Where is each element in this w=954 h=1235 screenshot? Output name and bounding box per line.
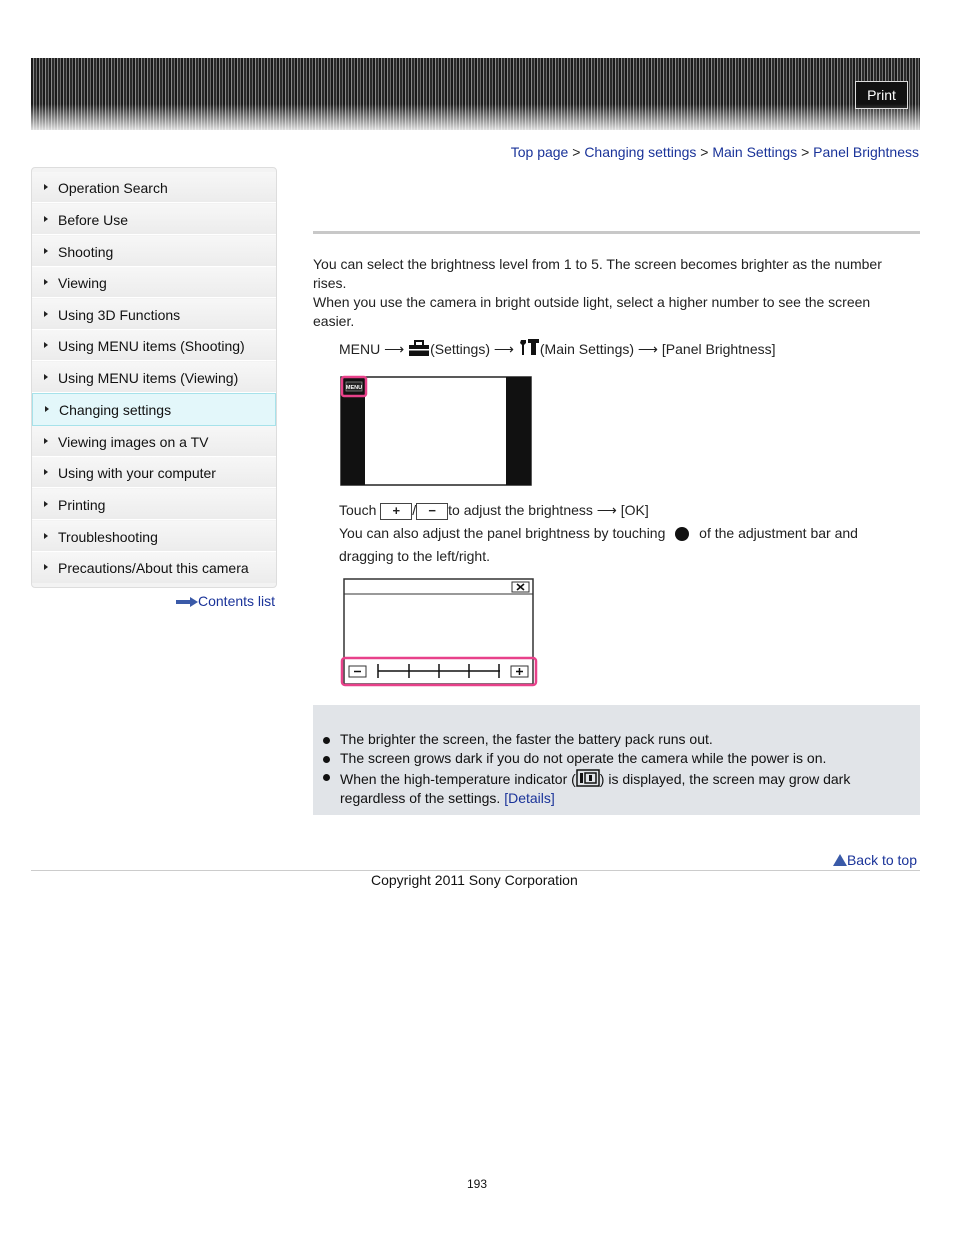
slider-knob-icon — [675, 527, 689, 541]
sidebar-item-label: Printing — [58, 497, 106, 513]
note-text: of the adjustment bar and — [699, 525, 858, 541]
breadcrumb — [511, 144, 919, 160]
breadcrumb-changing-settings[interactable]: Changing settings — [584, 144, 697, 160]
triangle-right-icon — [44, 374, 48, 380]
sidebar-item-menu-viewing[interactable] — [32, 362, 276, 393]
sidebar-item-3d-functions[interactable] — [32, 299, 276, 330]
sidebar-item-label: Before Use — [58, 212, 129, 228]
print-button[interactable]: Print — [855, 81, 908, 109]
menu-text: MENU — [339, 341, 381, 357]
triangle-right-icon — [44, 279, 48, 285]
breadcrumb-separator: > — [700, 144, 709, 160]
note-item: The screen grows dark if you do not operate the camera while the power is on. — [340, 750, 827, 766]
sidebar-item-viewing-tv[interactable] — [32, 426, 276, 457]
triangle-right-icon — [44, 248, 48, 254]
triangle-right-icon — [44, 342, 48, 348]
sidebar-item-viewing[interactable] — [32, 267, 276, 298]
arrow-right-icon: ⟶ — [493, 341, 514, 357]
sidebar-item-precautions[interactable] — [32, 552, 276, 583]
contents-list-label: Contents list — [198, 593, 276, 609]
sidebar-item-label: Shooting — [58, 244, 114, 260]
sidebar-item-menu-shooting[interactable] — [32, 330, 276, 361]
triangle-right-icon — [44, 438, 48, 444]
high-temperature-icon — [576, 769, 600, 787]
step-2-note-line-2: dragging to the left/right. — [339, 548, 490, 564]
triangle-right-icon — [44, 501, 48, 507]
sidebar-item-label: Using MENU items (Shooting) — [58, 338, 245, 354]
triangle-up-icon — [833, 854, 847, 866]
back-to-top-link[interactable] — [833, 852, 917, 868]
breadcrumb-top-page[interactable]: Top page — [510, 144, 569, 160]
sidebar-item-operation-search[interactable] — [32, 172, 276, 203]
breadcrumb-separator: > — [572, 144, 581, 160]
note-text: regardless of the settings. — [340, 790, 501, 806]
breadcrumb-main-settings[interactable]: Main Settings — [712, 144, 798, 160]
bullet-icon — [323, 737, 330, 744]
settings-text: (Settings) — [430, 341, 491, 357]
plus-button-icon: + — [380, 503, 412, 520]
screen-illustration-brightness-bar — [340, 576, 538, 688]
sidebar-nav — [31, 167, 277, 588]
sidebar-item-label: Viewing images on a TV — [58, 434, 209, 450]
back-to-top-label: Back to top — [846, 852, 917, 868]
sidebar-item-label: Using with your computer — [58, 465, 216, 481]
slash-text: / — [412, 502, 417, 518]
step-1 — [339, 338, 776, 358]
triangle-right-icon — [44, 216, 48, 222]
step-2 — [339, 502, 649, 520]
ok-text: [OK] — [620, 502, 649, 518]
triangle-right-icon — [44, 184, 48, 190]
arrow-right-icon: ⟶ — [637, 341, 658, 357]
sidebar-item-before-use[interactable] — [32, 204, 276, 235]
sidebar-item-label: Changing settings — [59, 402, 172, 418]
triangle-right-icon — [44, 533, 48, 539]
sidebar-item-computer[interactable] — [32, 457, 276, 488]
triangle-right-icon — [44, 564, 48, 570]
breadcrumb-panel-brightness[interactable]: Panel Brightness — [813, 144, 919, 160]
title-divider — [313, 231, 920, 234]
footer-divider — [31, 870, 920, 871]
contents-list-link[interactable] — [176, 593, 275, 609]
breadcrumb-separator: > — [801, 144, 810, 160]
minus-button-icon: − — [416, 503, 448, 520]
triangle-right-icon — [45, 406, 49, 412]
screen-illustration-menu — [340, 375, 532, 487]
panel-brightness-text: [Panel Brightness] — [661, 341, 776, 357]
sidebar-item-label: Viewing — [58, 275, 107, 291]
menu-button-label: MENU — [345, 385, 363, 391]
sidebar-item-label: Precautions/About this camera — [58, 560, 249, 576]
details-link[interactable]: [Details] — [504, 790, 555, 806]
note-item: The brighter the screen, the faster the battery pack runs out. — [340, 731, 713, 747]
sidebar-item-label: Troubleshooting — [58, 529, 158, 545]
page-number: 193 — [466, 1177, 488, 1191]
bullet-icon — [323, 756, 330, 763]
note-item — [340, 769, 910, 789]
sidebar-item-troubleshooting[interactable] — [32, 521, 276, 552]
sidebar-item-printing[interactable] — [32, 489, 276, 520]
sidebar-item-label: Using 3D Functions — [58, 307, 181, 323]
adjust-text: to adjust the brightness — [448, 502, 593, 518]
step-2-note-line-1 — [339, 525, 858, 541]
sidebar-item-label: Using MENU items (Viewing) — [58, 370, 239, 386]
arrow-right-icon: ⟶ — [596, 502, 617, 518]
note-text: You can also adjust the panel brightness by touching — [339, 525, 666, 541]
intro-paragraph-2: When you use the camera in bright outside light, select a higher number to see the screen easier. — [313, 294, 871, 329]
sidebar-item-label: Operation Search — [58, 180, 168, 196]
arrow-right-icon: ⟶ — [384, 341, 405, 357]
intro-paragraph-1: You can select the brightness level from 1 to 5. The screen becomes brighter as the number rises. — [313, 256, 882, 291]
note-text: ) is displayed, the screen may grow dark — [599, 771, 851, 787]
note-text: When the high-temperature indicator ( — [340, 771, 576, 787]
sidebar-item-shooting[interactable] — [32, 236, 276, 267]
bullet-icon — [323, 774, 330, 781]
touch-text: Touch — [339, 502, 377, 518]
arrow-right-icon — [176, 597, 198, 607]
sidebar-item-changing-settings[interactable] — [32, 393, 276, 426]
triangle-right-icon — [44, 311, 48, 317]
header-banner — [31, 58, 920, 130]
triangle-right-icon — [44, 469, 48, 475]
toolbox-settings-icon — [408, 340, 430, 356]
tools-main-settings-icon — [518, 338, 540, 356]
note-item-continued — [340, 789, 910, 808]
copyright-text: Copyright 2011 Sony Corporation — [371, 872, 578, 888]
notes-box — [313, 705, 920, 815]
main-settings-text: (Main Settings) — [539, 341, 635, 357]
